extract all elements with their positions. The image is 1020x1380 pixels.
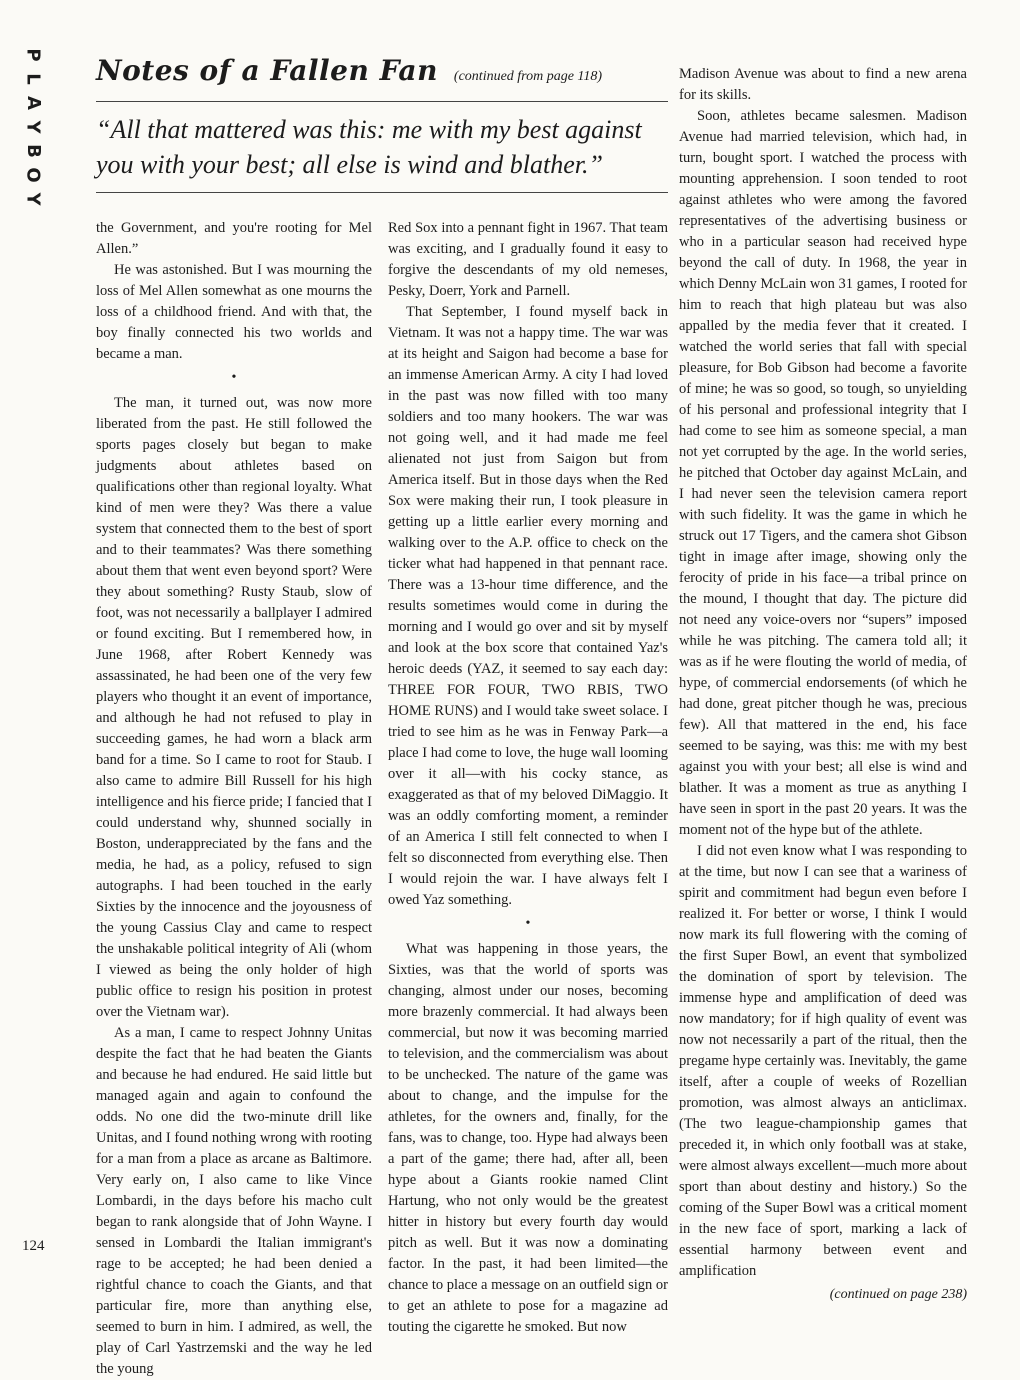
paragraph: The man, it turned out, was now more liberated from the past. He still followed the sports pages closely but began to make judgments about athletes based on qualifications other than regional loyalty. What kind of men were they? Was there a value system that connected them to the best of sport and to their teammates? Was there something about them that went even beyond sport? Were they about something? Rusty Staub, slow of foot, was not necessarily a ballplayer I admired or found exciting. But I remembered how, in June 1968, after Robert Kennedy was assassinated, he had been one of the very few players who thought it an event of importance, and although he had not refused to play in succeeding games, he had worn a black arm band for a time. So I came to root for Staub. I also came to admire Bill Russell for his high intelligence and his fierce pride; I fancied that I could understand why, shunned socially in Boston, underappreciated by the fans and the media, he had, as a policy, refused to sign autographs. I had been touched in the early Sixties by the innocence and the joyousness of the young Cassius Clay and came to respect the unshakable political integrity of Ali (whom I viewed as being the only holder of high public office to resign his position in protest over the Vietnam war). [96, 395, 372, 1020]
paragraph: That September, I found myself back in Vietnam. It was not a happy time. The war was at its height and Saigon had become a base for an immense American Army. A city I had loved in the past was now filled with too many soldiers and too many hookers. The war was not going well, and it had made me feel alienated not just from Saigon but from America itself. But in those days when the Red Sox were making their run, I took pleasure in getting up a little earlier every morning and walking over to the A.P. office to check on the ticker what had happened in that pennant race. There was a 13-hour time difference, and the results sometimes would come in during the morning and I would go over and sit by myself and look at the box score that contained Yaz's heroic deeds (YAZ, it seemed to say each day: THREE FOR FOUR, TWO RBIS, TWO HOME RUNS) and I would take sweet solace. I tried to see him as he was in Fenway Park—a place I had come to love, the huge wall looming over it all—with his cocky stance, as exaggerated as that of my beloved DiMaggio. It was an oddly comforting moment, a reminder of an America I still felt connected to when I felt so disconnected from everything else. Then I would rejoin the war. I have always felt I owed Yaz something. [388, 304, 668, 908]
magazine-letter: Y [22, 192, 44, 208]
magazine-letter: O [23, 167, 44, 185]
magazine-name-vertical [18, 44, 48, 212]
magazine-letter: B [22, 144, 44, 160]
paragraph: He was astonished. But I was mourning the loss of Mel Allen somewhat as one mourns the loss of a childhood friend. And with that, the boy finally connected his two worlds and became a man. [96, 262, 372, 362]
paragraph: Madison Avenue was about to find a new arena for its skills. [679, 66, 967, 103]
paragraph: Red Sox into a pennant fight in 1967. That team was exciting, and I gradually found it easy to forgive the descendants of my old nemeses, Pesky, Doerr, York and Parnell. [388, 220, 668, 299]
magazine-letter: A [23, 96, 44, 112]
magazine-letter: P [22, 48, 44, 64]
column-1 [96, 218, 372, 1380]
title-row [96, 54, 668, 87]
paragraph: the Government, and you're rooting for Mel Allen.” [96, 220, 372, 257]
article-title: Notes of a Fallen Fan [96, 54, 438, 87]
article-header [96, 54, 668, 193]
section-marker: • [525, 916, 531, 931]
header-rule [96, 101, 668, 102]
paragraph: As a man, I came to respect Johnny Unitas despite the fact that he had beaten the Giants and because he had endured. He said little but managed again and again to confound the odds. No one did the two-minute drill like Unitas, and I found nothing wrong with rooting for a man from a place as arcane as Baltimore. Very early on, I also came to like Vince Lombardi, in the days before his macho cult began to rank alongside that of John Wayne. I sensed in Lombardi the Italian immigrant's rage to be accepted; he had been denied a rightful chance to coach the Giants, and that particular fire, more than anything else, seemed to burn in him. I admired, as well, the play of Carl Yastrzemski and the way he led the young [96, 1025, 372, 1377]
continued-on-note: (continued on page 238) [829, 1287, 967, 1302]
continued-from-note: (continued from page 118) [453, 69, 603, 84]
paragraph: What was happening in those years, the Sixties, was that the world of sports was changing, almost under our noses, becoming more brazenly commercial. It had always been commercial, but now it was becoming married to television, and the commercialism was about to be unchecked. The nature of the game was about to change, and the impulse for the athletes, for the owners and, finally, for the fans, was to change, too. Hype had always been a part of the game; there had, after all, been hype about a Giants rookie named Clint Hartung, who not only would be the greatest hitter in history but every fourth day would pitch as well. But it was now a dominating factor. In the past, it had been limited—the chance to place a message on an outfield sign or to get an athlete to pose for a magazine ad touting the cigarette he smoked. But now [388, 941, 668, 1335]
pull-quote-rule [96, 192, 668, 193]
magazine-letter: Y [22, 120, 44, 136]
magazine-letter: L [22, 73, 44, 87]
page-number: 124 [22, 1238, 45, 1254]
section-marker: • [231, 370, 237, 385]
paragraph: Soon, athletes became salesmen. Madison Avenue had married television, which had, in turn, bought sport. I watched the process with mounting apprehension. I soon tended to root against athletes who were among the favored representatives of the advertising business or who in a particular season had received hype beyond the call of duty. In 1968, the year in which Denny McLain won 31 games, I rooted for him to reach that high plateau but was also appalled by the media fever that it created. I watched the world series that fall with special pleasure, for Bob Gibson had become a favorite of mine; he was so good, so tough, so unyielding of his personal and professional integrity that I had come to see him as someone special, a man not yet corrupted by the age. In the world series, he pitched that October day against McLain, and I had never seen the television camera report with such fidelity. It was the game in which he struck out 17 Tigers, and the camera shot Gibson tight in image after image, showing only the ferocity of pride in his face—a tribal prince on the mound, I thought that day. The picture did not need any voice-overs nor “supers” imposed while he was pitching. The camera told all; it was as if he were flouting the world of media, of hype, of commercial endorsements (of which he had done, great pitcher though he was, precious few). All that mattered in the end, his face seemed to be saying, was this: me with my best against you with your best; all else is wind and blather. It was a moment as true as anything I have seen in sport in the past 20 years. It was the moment not of the hype but of the athlete. [679, 108, 967, 838]
pull-quote: “All that mattered was this: me with my best against you with your best; all else is wind and blather.” [96, 115, 642, 179]
paragraph: I did not even know what I was responding to at the time, but now I can see that a wariness of spirit and commitment had begun even before I realized it. For better or worse, I think I would now mark its full flowering with the coming of the first Super Bowl, an event that symbolized the domination of sport by television. The immense hype and amplification of deed was now mandatory; for if high quality of event was now not necessarily a part of the ritual, then the pregame hype certainly was. Inevitably, the game itself, after a couple of weeks of Rozellian promotion, was almost always an anticlimax. (The two league-championship games that preceded it, in which only football was at stake, were almost always excellent—much more about sport than about destiny and history.) So the coming of the Super Bowl was a critical moment in the new face of sport, marking a lack of essential harmony between event and amplification [679, 843, 967, 1279]
column-2 [388, 218, 668, 1338]
column-3 [679, 64, 967, 1305]
